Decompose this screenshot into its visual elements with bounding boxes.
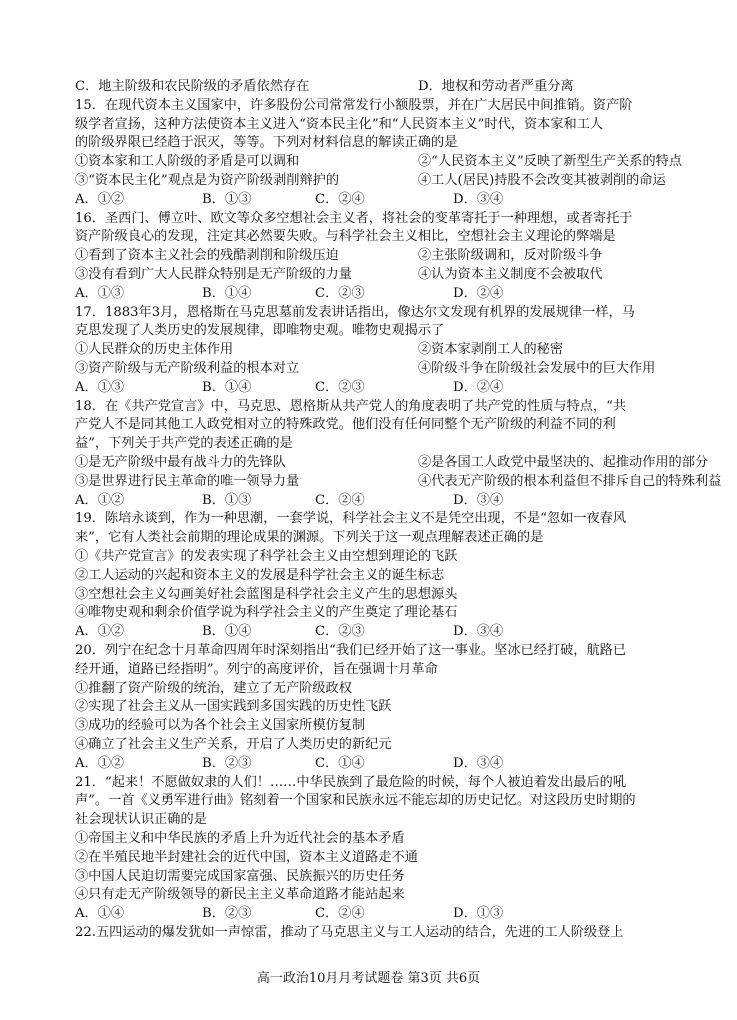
statement-options-row [75,77,665,97]
text-line: 22.五四运动的爆发犹如一声惊雷，推动了马克思主义与工人运动的结合，先进的工人阶级登上 [75,925,624,940]
answer-choice: A．①③ [75,285,125,301]
answer-choice: D．①③ [453,906,504,922]
text-line: ④只有走无产阶级领导的新民主主义革命道路才能站起来 [75,887,405,903]
answer-choice: D．③④ [453,492,504,508]
statement-options-row [75,152,683,172]
text-line: ④唯物史观和剩余价值学说为科学社会主义的产生奠定了理论基石 [75,605,458,621]
answer-choice: D．③④ [453,624,504,640]
answer-choices-row [75,622,665,642]
text-line: 18．在《共产党宣言》中，马克思、恩格斯从共产党人的角度表明了共产党的性质与特点，“共 [75,398,627,414]
statement-option: ③没有看到广大人民群众特别是无产阶级的力量 [75,267,352,282]
text-line: ③成功的经验可以为各个社会主义国家所模仿复制 [75,718,366,734]
statement-option: ②资本家剥削工人的秘密 [418,342,564,358]
statement-options-row [75,472,722,492]
statement-option: ①资本家和工人阶级的矛盾是可以调和 [75,154,300,170]
statement-option: D．地权和劳动者严重分离 [418,79,574,94]
answer-choice: A．①③ [75,379,125,395]
answer-choice: C．②④ [315,492,365,508]
statement-option: ②“人民资本主义”反映了新型生产关系的特点 [418,154,683,170]
answer-choice: A．①② [75,624,125,640]
statement-options-row [75,246,665,266]
answer-choice: C．②③ [315,285,365,301]
answer-choices-row [75,190,665,210]
answer-choice: C．②③ [315,379,365,395]
answer-choice: B．①③ [202,492,252,508]
text-line: ③空想社会主义勾画美好社会蓝图是科学社会主义产生的思想源头 [75,586,458,602]
answer-choices-row [75,378,665,398]
statement-option: ①人民群众的历史主体作用 [75,342,234,358]
text-line: ②在半殖民地半封建社会的近代中国，资本主义道路走不通 [75,849,418,865]
text-line: ②工人运动的兴起和资本主义的发展是科学社会主义的诞生标志 [75,567,445,583]
text-line: 益”，下列关于共产党的表述正确的是 [75,436,293,452]
text-line: 的阶级界限已经趋于泯灭，等等。下列对材料信息的解读正确的是 [75,135,458,151]
statement-option: ④认为资本主义制度不会被取代 [418,267,603,282]
text-line: 经开通，道路已经指明”。列宁的高度评价，旨在强调十月革命 [75,661,438,677]
answer-choice: D．③④ [453,755,504,771]
text-line: 社会现状认识正确的是 [75,812,207,828]
answer-choice: D．③④ [453,191,504,207]
statement-option: ③资产阶级与无产阶级利益的根本对立 [75,361,300,376]
statement-option: ③“资本民主化”观点是为资产阶级剥削辩护的 [75,173,340,188]
text-line: 级学者宣扬，这种方法使资本主义进入“资本民主化”和“人民资本主义”时代，资本家和工人 [75,116,604,132]
text-line: 19．陈培永谈到，作为一种思潮，一套学说，科学社会主义不是凭空出现，不是“忽如一夜春风 [75,511,627,527]
answer-choice: B．①③ [202,191,252,207]
answer-choice: C．②④ [315,906,365,922]
text-line: ②实现了社会主义从一国实践到多国实践的历史性飞跃 [75,699,392,715]
answer-choice: B．②③ [202,755,252,771]
statement-option: ②是各国工人政党中最坚决的、起推动作用的部分 [418,455,709,470]
answer-choice: B．②③ [202,906,252,922]
statement-options-row [75,340,665,360]
text-line: 克思发现了人类历史的发展规律，即唯物史观。唯物史观揭示了 [75,323,445,339]
text-line: 16．圣西门、傅立叶、欧文等众多空想社会主义者，将社会的变革寄托于一种理想，或者寄托于 [75,210,633,226]
answer-choice: C．②③ [315,624,365,640]
answer-choice: A．①② [75,191,125,207]
answer-choices-row [75,904,665,924]
text-line: 资产阶级良心的发现，注定其必然要失败。与科学社会主义相比，空想社会主义理论的弊端是 [75,229,616,245]
text-line: ④确立了社会主义生产关系，开启了人类历史的新纪元 [75,737,392,752]
text-line: 21．“起来！不愿做奴隶的人们！……中华民族到了最危险的时候，每个人被迫着发出最后的吼 [75,774,627,790]
answer-choice: D．②④ [453,285,504,301]
answer-choice: D．②④ [453,379,504,395]
statement-option: ④工人(居民)持股不会改变其被剥削的命运 [418,173,666,188]
text-line: 17．1883年3月，恩格斯在马克思墓前发表讲话指出，像达尔文发现有机界的发展规律一样，马 [75,304,635,320]
text-line: 15．在现代资本主义国家中，许多股份公司常常发行小额股票，并在广大居民中间推销。资产阶 [75,97,633,113]
text-line: 20．列宁在纪念十月革命四周年时深刻指出“我们已经开始了这一事业。坚冰已经打破，航路已 [75,643,627,658]
statement-options-row [75,171,665,191]
answer-choice: C．①④ [315,755,365,771]
statement-option: ①是无产阶级中最有战斗力的先锋队 [75,455,286,470]
answer-choice: B．①④ [202,624,252,640]
answer-choice: C．②④ [315,191,365,207]
statement-options-row [75,359,665,379]
statement-option: ③是世界进行民主革命的唯一领导力量 [75,473,300,489]
text-line: ①《共产党宣言》的发表实现了科学社会主义由空想到理论的飞跃 [75,549,458,564]
answer-choices-row [75,754,665,774]
statement-option: ②主张阶级调和，反对阶级斗争 [418,248,603,264]
text-line: ③中国人民迫切需要完成国家富强、民族振兴的历史任务 [75,868,405,884]
answer-choice: A．①④ [75,906,125,922]
answer-choices-row [75,284,665,304]
text-line: ①帝国主义和中华民族的矛盾上升为近代社会的基本矛盾 [75,831,405,846]
answer-choice: A．①② [75,492,125,508]
statement-options-row [75,265,665,285]
text-line: 声”。一首《义勇军进行曲》铭刻着一个国家和民族永远不能忘却的历史记忆。对这段历史时期的 [75,793,636,809]
statement-option: ①看到了资本主义社会的残酷剥削和阶级压迫 [75,248,339,264]
statement-option: ④阶级斗争在阶级社会发展中的巨大作用 [418,361,656,376]
statement-option: ④代表无产阶级的根本利益但不排斥自己的特殊利益 [418,473,722,489]
statement-options-row [75,453,709,473]
statement-option: C．地主阶级和农民阶级的矛盾依然存在 [75,79,310,94]
answer-choice: A．①② [75,755,125,771]
answer-choice: B．①④ [202,285,252,301]
text-line: 产党人不是同其他工人政党相对立的特殊政党。他们没有任何同整个无产阶级的利益不同的利 [75,417,616,433]
answer-choice: B．①④ [202,379,252,395]
text-line: 来”，它有人类社会前期的理论成果的渊源。下列关于这一观点理解表述正确的是 [75,530,544,546]
page-footer: 高一政治10月月考试题卷 第3页 共6页 [256,971,481,986]
answer-choices-row [75,491,665,511]
text-line: ①推翻了资产阶级的统治，建立了无产阶级政权 [75,680,352,696]
